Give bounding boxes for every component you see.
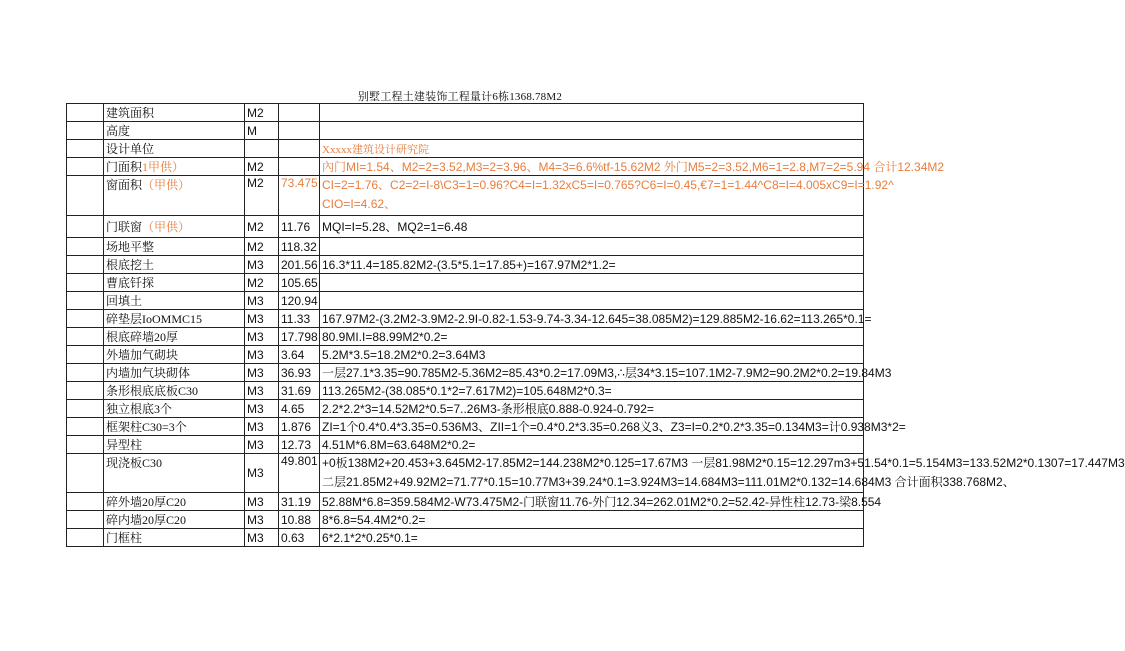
- row-gutter: [67, 176, 104, 216]
- item-quantity: 31.19: [279, 493, 320, 511]
- item-quantity: 3.64: [279, 346, 320, 364]
- row-gutter: [67, 436, 104, 454]
- table-row: [67, 216, 864, 238]
- item-formula: 6*2.1*2*0.25*0.1=: [320, 529, 864, 547]
- item-quantity: [279, 158, 320, 176]
- table-row: [67, 454, 864, 493]
- item-name: 碎内墙20厚C20: [104, 511, 245, 529]
- item-formula: 一层27.1*3.35=90.785M2-5.36M2=85.43*0.2=17.09M3,∴层34*3.15=107.1M2-7.9M2=90.2M2*0.2=19.84M3: [320, 364, 864, 382]
- item-unit: M3: [245, 364, 279, 382]
- item-formula: 80.9MI.I=88.99M2*0.2=: [320, 328, 864, 346]
- item-quantity: 11.33: [279, 310, 320, 328]
- item-quantity: 201.56: [279, 256, 320, 274]
- item-formula: 內门MI=1.54、M2=2=3.52,M3=2=3.96、M4=3=6.6%tf-15.62M2 外门M5=2=3.52,M6=1=2.8,M7=2=5.94 合计12.34M2: [320, 158, 864, 176]
- item-formula: 16.3*11.4=185.82M2-(3.5*5.1=17.85+)=167.97M2*1.2=: [320, 256, 864, 274]
- item-unit: M2: [245, 216, 279, 238]
- item-name: 现浇板C30: [104, 454, 245, 493]
- item-name: 回填土: [104, 292, 245, 310]
- item-name: 独立根底3个: [104, 400, 245, 418]
- item-name: 内墙加气块砌体: [104, 364, 245, 382]
- item-formula: 5.2M*3.5=18.2M2*0.2=3.64M3: [320, 346, 864, 364]
- row-gutter: [67, 104, 104, 122]
- item-name: 外墙加气砌块: [104, 346, 245, 364]
- row-gutter: [67, 511, 104, 529]
- item-name: [104, 216, 245, 238]
- item-name: 框架柱C30=3个: [104, 418, 245, 436]
- item-name: [104, 176, 245, 216]
- item-formula: 8*6.8=54.4M2*0.2=: [320, 511, 864, 529]
- item-unit: M: [245, 122, 279, 140]
- item-formula: [320, 274, 864, 292]
- item-formula: ZI=1个0.4*0.4*3.35=0.536M3、ZII=1个=0.4*0.2*3.35=0.268义3、Z3=I=0.2*0.2*3.35=0.134M3=计0.938M3*2=: [320, 418, 864, 436]
- table-row: [67, 176, 864, 216]
- item-quantity: 105.65: [279, 274, 320, 292]
- item-unit: M3: [245, 436, 279, 454]
- item-name: 场地平整: [104, 238, 245, 256]
- item-unit: M3: [245, 454, 279, 493]
- table-row: [67, 274, 864, 292]
- row-gutter: [67, 238, 104, 256]
- item-name-supplied-note: （甲供）: [142, 220, 191, 234]
- item-name: 根底碎墙20厚: [104, 328, 245, 346]
- formula-line-2: CIO=I=4.62、: [322, 197, 397, 211]
- item-name-main: 窗面积: [106, 178, 143, 192]
- row-gutter: [67, 292, 104, 310]
- item-name-main: 门面积: [106, 160, 143, 174]
- item-name: 根底挖土: [104, 256, 245, 274]
- item-quantity: [279, 104, 320, 122]
- item-name: 异型柱: [104, 436, 245, 454]
- item-quantity: [279, 122, 320, 140]
- item-formula: [320, 104, 864, 122]
- table-row: [67, 256, 864, 274]
- item-name: 门框柱: [104, 529, 245, 547]
- item-quantity: 0.63: [279, 529, 320, 547]
- table-row: [67, 122, 864, 140]
- table-row: [67, 511, 864, 529]
- row-gutter: [67, 529, 104, 547]
- item-unit: M3: [245, 418, 279, 436]
- item-formula: 52.88M*6.8=359.584M2-W73.475M2-门联窗11.76-外门12.34=262.01M2*0.2=52.42-异性柱12.73-梁8.554: [320, 493, 864, 511]
- item-quantity: 120.94: [279, 292, 320, 310]
- item-name: 曹底钎探: [104, 274, 245, 292]
- row-gutter: [67, 216, 104, 238]
- item-quantity: 17.798: [279, 328, 320, 346]
- item-unit: M3: [245, 328, 279, 346]
- item-name: 条形根底底板C30: [104, 382, 245, 400]
- row-gutter: [67, 274, 104, 292]
- item-name-main: 门联窗: [106, 220, 143, 234]
- item-formula: 2.2*2.2*3=14.52M2*0.5=7..26M3-条形根底0.888-0.924-0.792=: [320, 400, 864, 418]
- formula-line-2: 二层21.85M2+49.92M2=71.77*0.15=10.77M3+39.24*0.1=3.924M3=14.684M3=111.01M2*0.132=14.684M3 合计面积338.768M2、: [322, 475, 1015, 489]
- table-row: [67, 238, 864, 256]
- item-name: 碎垫层IoOMMC15: [104, 310, 245, 328]
- item-unit: M3: [245, 382, 279, 400]
- design-institute-name: Xxxxx建筑设计研究院: [320, 140, 864, 158]
- table-row: [67, 310, 864, 328]
- item-unit: M2: [245, 158, 279, 176]
- item-name: 高度: [104, 122, 245, 140]
- row-gutter: [67, 328, 104, 346]
- formula-line-1: +0板138M2+20.453+3.645M2-17.85M2=144.238M2*0.125=17.67M3 一层81.98M2*0.15=12.297m3+51.54*0.1=5.154M3=133.52M2*0.1307=17.447M3: [322, 456, 1125, 470]
- item-unit: [245, 140, 279, 158]
- item-quantity: [279, 140, 320, 158]
- item-unit: M3: [245, 400, 279, 418]
- row-gutter: [67, 140, 104, 158]
- item-name: 建筑面积: [104, 104, 245, 122]
- item-quantity: 10.88: [279, 511, 320, 529]
- item-unit: M3: [245, 310, 279, 328]
- row-gutter: [67, 454, 104, 493]
- item-unit: M2: [245, 104, 279, 122]
- item-unit: M3: [245, 346, 279, 364]
- item-name: [104, 158, 245, 176]
- item-name-supplied-note: 1甲供）: [142, 160, 185, 174]
- table-row: [67, 292, 864, 310]
- item-quantity: 11.76: [279, 216, 320, 238]
- table-row: [67, 400, 864, 418]
- item-quantity: 1.876: [279, 418, 320, 436]
- item-quantity: 12.73: [279, 436, 320, 454]
- row-gutter: [67, 364, 104, 382]
- row-gutter: [67, 256, 104, 274]
- row-gutter: [67, 493, 104, 511]
- item-formula: 4.51M*6.8M=63.648M2*0.2=: [320, 436, 864, 454]
- item-formula: [320, 238, 864, 256]
- table-row: [67, 140, 864, 158]
- item-unit: M3: [245, 511, 279, 529]
- table-row: [67, 436, 864, 454]
- table-row: [67, 418, 864, 436]
- table-row: [67, 529, 864, 547]
- item-unit: M3: [245, 529, 279, 547]
- item-formula: [320, 292, 864, 310]
- row-gutter: [67, 346, 104, 364]
- table-row: [67, 364, 864, 382]
- formula-line-1: CI=2=1.76、C2=2=I-8\C3=1=0.96?C4=I=1.32xC5=I=0.765?C6=I=0.45,€7=1=1.44^C8=I=4.005xC9=I=1.92^: [322, 178, 894, 192]
- item-formula: [320, 176, 894, 216]
- row-gutter: [67, 400, 104, 418]
- item-unit: M2: [245, 238, 279, 256]
- table-row: [67, 346, 864, 364]
- item-unit: M3: [245, 493, 279, 511]
- quantity-table: [66, 103, 1125, 547]
- item-formula: [320, 122, 864, 140]
- table-row: [67, 493, 864, 511]
- row-gutter: [67, 382, 104, 400]
- row-gutter: [67, 122, 104, 140]
- item-formula: [320, 454, 1125, 493]
- item-unit: M3: [245, 292, 279, 310]
- row-gutter: [67, 158, 104, 176]
- item-quantity: 73.475: [279, 176, 320, 216]
- item-name: 碎外墙20厚C20: [104, 493, 245, 511]
- row-gutter: [67, 310, 104, 328]
- item-quantity: 49.801: [279, 454, 320, 493]
- item-name: 设计单位: [104, 140, 245, 158]
- item-quantity: 4.65: [279, 400, 320, 418]
- item-formula: 167.97M2-(3.2M2-3.9M2-2.9I-0.82-1.53-9.74-3.34-12.645=38.085M2)=129.885M2-16.62=113.265*0.1=: [320, 310, 864, 328]
- item-unit: M2: [245, 176, 279, 216]
- item-unit: M2: [245, 274, 279, 292]
- table-row: [67, 328, 864, 346]
- table-row: [67, 158, 864, 176]
- page-title: 别墅工程土建装饰工程量计6栋1368.78M2: [357, 91, 563, 103]
- item-quantity: 118.32: [279, 238, 320, 256]
- item-quantity: 36.93: [279, 364, 320, 382]
- row-gutter: [67, 418, 104, 436]
- table-row: [67, 104, 864, 122]
- item-name-supplied-note: （甲供）: [142, 178, 191, 192]
- item-quantity: 31.69: [279, 382, 320, 400]
- item-formula: MQI=I=5.28、MQ2=1=6.48: [320, 216, 864, 238]
- item-unit: M3: [245, 256, 279, 274]
- item-formula: 113.265M2-(38.085*0.1*2=7.617M2)=105.648M2*0.3=: [320, 382, 864, 400]
- table-row: [67, 382, 864, 400]
